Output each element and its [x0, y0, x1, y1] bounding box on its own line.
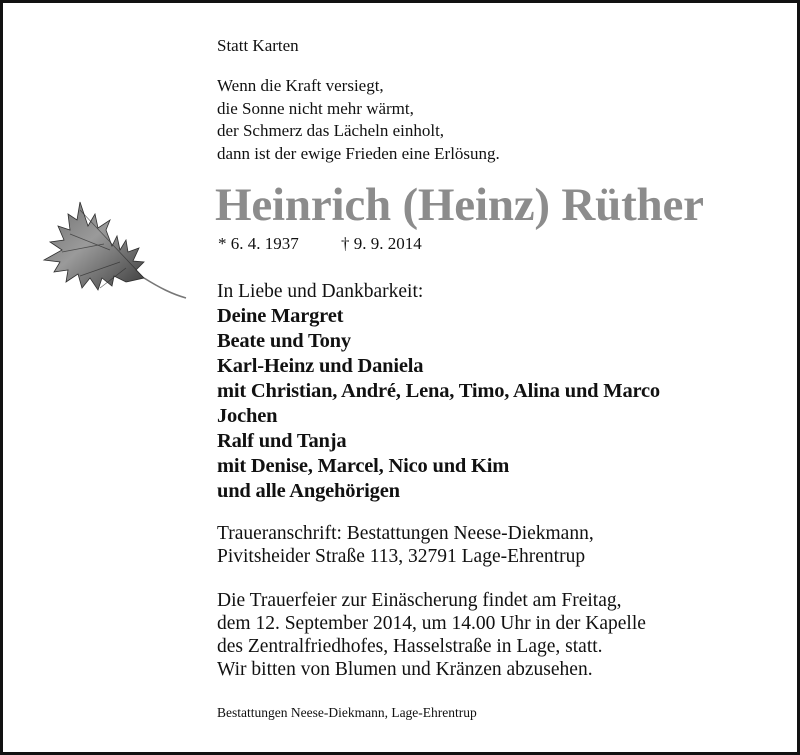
birth-date: * 6. 4. 1937 — [218, 234, 299, 253]
mourner-line: Karl-Heinz und Daniela — [217, 355, 424, 377]
ceremony-line: des Zentralfriedhofes, Hasselstraße in Lage, statt. — [217, 636, 603, 657]
ceremony-line: Wir bitten von Blumen und Kränzen abzusehen. — [217, 659, 593, 680]
mourner-line: und alle Angehörigen — [217, 480, 400, 502]
poem-line-1: Wenn die Kraft versiegt, — [217, 76, 384, 95]
mourner-line: Beate und Tony — [217, 330, 351, 352]
funeral-home-footer: Bestattungen Neese-Diekmann, Lage-Ehrentrup — [217, 705, 477, 720]
poem-line-2: die Sonne nicht mehr wärmt, — [217, 99, 414, 118]
mourner-line: mit Denise, Marcel, Nico und Kim — [217, 455, 510, 477]
mourner-line: Ralf und Tanja — [217, 430, 347, 452]
mourners-intro: In Liebe und Dankbarkeit: — [217, 281, 424, 302]
death-date: † 9. 9. 2014 — [341, 234, 422, 253]
poem-line-4: dann ist der ewige Frieden eine Erlösung. — [217, 144, 500, 163]
address-line: Pivitsheider Straße 113, 32791 Lage-Ehrentrup — [217, 546, 586, 567]
ceremony-line: dem 12. September 2014, um 14.00 Uhr in der Kapelle — [217, 613, 646, 634]
poem-line-3: der Schmerz das Lächeln einholt, — [217, 121, 445, 140]
life-dates — [218, 235, 422, 253]
deceased-name: Heinrich (Heinz) Rüther — [215, 179, 704, 231]
mourner-line: Deine Margret — [217, 305, 344, 327]
mourner-line: mit Christian, André, Lena, Timo, Alina und Marco — [217, 380, 660, 402]
mourner-line: Jochen — [217, 405, 278, 427]
maple-leaf-icon — [40, 190, 190, 308]
notice-heading: Statt Karten — [217, 36, 299, 55]
ceremony-line: Die Trauerfeier zur Einäscherung findet am Freitag, — [217, 590, 622, 611]
address-line: Traueranschrift: Bestattungen Neese-Diekmann, — [217, 523, 594, 544]
